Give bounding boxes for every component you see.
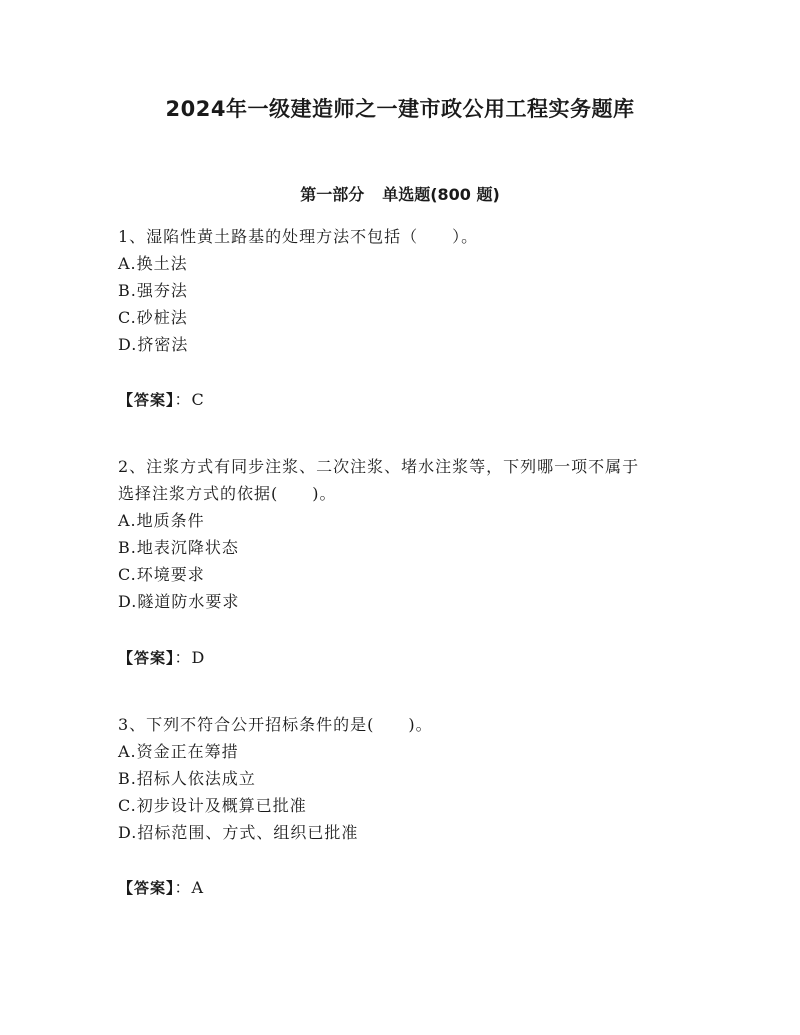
answer-value: C [191,390,205,409]
question-1-stem: 1、湿陷性黄土路基的处理方法不包括（ ）。 [118,227,479,246]
question-1-option-d: D.挤密法 [118,335,189,354]
question-3-option-b: B.招标人依法成立 [118,769,256,788]
question-1-option-a: A.换土法 [118,254,188,273]
document-title: 2024年一级建造师之一建市政公用工程实务题库 [165,97,635,121]
answer-label: 【答案】 [118,879,175,897]
question-2-stem-line-2: 选择注浆方式的依据( )。 [118,484,337,503]
question-1-option-c: C.砂桩法 [118,308,188,327]
answer-separator: ： [174,390,192,409]
answer-value: A [191,878,205,897]
answer-value: D [191,648,206,667]
answer-separator: ： [174,878,192,897]
answer-separator: ： [174,648,192,667]
question-3-option-d: D.招标范围、方式、组织已批准 [118,823,359,842]
question-3 [118,711,718,846]
question-3-option-a: A.资金正在筹措 [118,742,239,761]
question-2-answer [118,644,205,671]
question-2-stem-line-1: 2、注浆方式有同步注浆、二次注浆、堵水注浆等，下列哪一项不属于 [118,457,640,476]
answer-label: 【答案】 [118,649,175,667]
question-2-option-a: A.地质条件 [118,511,205,530]
question-2-option-b: B.地表沉降状态 [118,538,239,557]
question-1-answer [118,386,205,413]
question-2-option-c: C.环境要求 [118,565,205,584]
section-part: 第一部分 [300,185,365,204]
question-3-option-c: C.初步设计及概算已批准 [118,796,307,815]
answer-label: 【答案】 [118,391,175,409]
section-type: 单选题(800 题) [382,185,500,204]
section-heading [0,181,800,209]
question-3-answer [118,874,204,901]
question-2 [118,453,718,615]
question-1-option-b: B.强夯法 [118,281,188,300]
question-3-stem: 3、下列不符合公开招标条件的是( )。 [118,715,433,734]
question-2-option-d: D.隧道防水要求 [118,592,240,611]
question-1 [118,223,718,358]
